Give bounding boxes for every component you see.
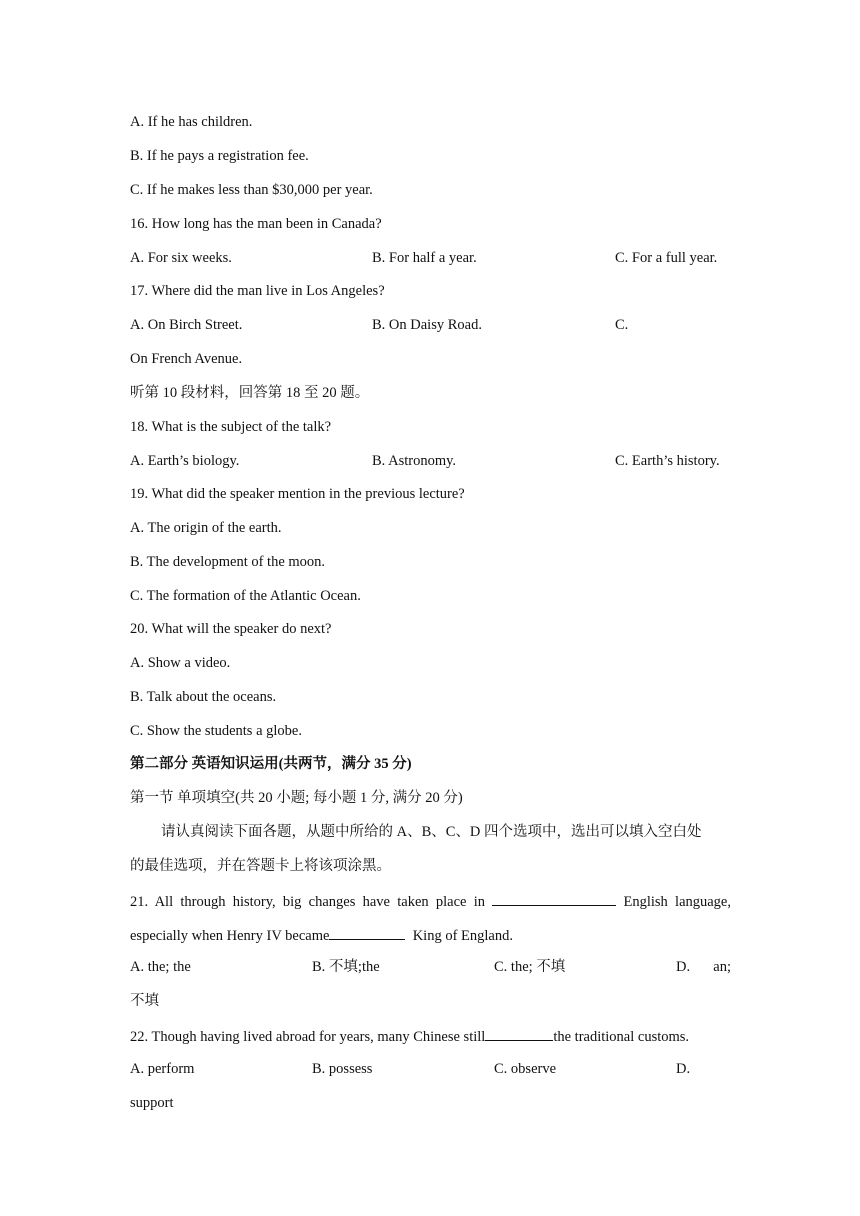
q22-option-b: B. possess	[312, 1061, 373, 1077]
q21-option-d-label: D. an;	[676, 959, 731, 975]
instruction-line-1: 请认真阅读下面各题，从题中所给的 A、B、C、D 四个选项中，选出可以填入空白处	[161, 824, 702, 840]
q15-option-b: B. If he pays a registration fee.	[130, 148, 309, 164]
q17-option-a: A. On Birch Street.	[130, 317, 243, 333]
q15-option-a: A. If he has children.	[130, 114, 253, 130]
q18-option-c: C. Earth’s history.	[615, 453, 720, 469]
q19-option-a: A. The origin of the earth.	[130, 520, 282, 536]
q22-option-a: A. perform	[130, 1061, 195, 1077]
q15-option-c: C. If he makes less than $30,000 per year.	[130, 182, 373, 198]
q22-option-d-text: support	[130, 1095, 174, 1111]
q21-stem-part-4: King of England.	[412, 928, 513, 944]
q20-option-c: C. Show the students a globe.	[130, 723, 302, 739]
q20-option-a: A. Show a video.	[130, 655, 231, 671]
part-two-heading: 第二部分 英语知识运用(共两节，满分 35 分)	[130, 756, 412, 772]
listening-section-10-instruction: 听第 10 段材料，回答第 18 至 20 题。	[130, 385, 370, 401]
q22-stem-part-1: 22. Though having lived abroad for years, many Chinese still	[130, 1029, 486, 1045]
q17-option-c-text: On French Avenue.	[130, 351, 243, 367]
q22-option-d-label: D.	[676, 1061, 691, 1077]
section-one-heading: 第一节 单项填空(共 20 小题; 每小题 1 分, 满分 20 分)	[130, 790, 463, 806]
q17-stem: 17. Where did the man live in Los Angeles?	[130, 283, 385, 299]
q21-stem-line-2	[130, 925, 513, 945]
q21-blank-2	[329, 925, 405, 940]
q21-option-a: A. the; the	[130, 959, 191, 975]
q16-stem: 16. How long has the man been in Canada?	[130, 216, 382, 232]
q21-stem-part-3: especially when Henry IV became	[130, 928, 330, 944]
q16-option-c: C. For a full year.	[615, 250, 718, 266]
q19-stem: 19. What did the speaker mention in the previous lecture?	[130, 486, 465, 502]
q21-option-d-text: 不填	[130, 993, 159, 1009]
q22-stem	[130, 1026, 689, 1046]
q16-option-b: B. For half a year.	[372, 250, 477, 266]
q21-blank-1	[492, 891, 616, 906]
q21-option-c: C. the; 不填	[494, 959, 566, 975]
instruction-line-2: 的最佳选项，并在答题卡上将该项涂黑。	[130, 858, 391, 874]
q17-option-c-label: C.	[615, 317, 629, 333]
q16-option-a: A. For six weeks.	[130, 250, 232, 266]
q18-option-a: A. Earth’s biology.	[130, 453, 240, 469]
q19-option-c: C. The formation of the Atlantic Ocean.	[130, 588, 361, 604]
q20-option-b: B. Talk about the oceans.	[130, 689, 277, 705]
q21-option-b: B. 不填;the	[312, 959, 380, 975]
q22-stem-part-2: the traditional customs.	[553, 1029, 690, 1045]
q22-option-c: C. observe	[494, 1061, 557, 1077]
q19-option-b: B. The development of the moon.	[130, 554, 326, 570]
q18-stem: 18. What is the subject of the talk?	[130, 419, 332, 435]
q21-stem-line-1	[130, 891, 731, 911]
q21-stem-part-2: English language,	[623, 894, 731, 910]
q20-stem: 20. What will the speaker do next?	[130, 621, 332, 637]
q17-option-b: B. On Daisy Road.	[372, 317, 482, 333]
q18-option-b: B. Astronomy.	[372, 453, 457, 469]
q21-stem-part-1: 21. All through history, big changes have taken place in	[130, 894, 485, 910]
q22-blank	[485, 1026, 553, 1041]
